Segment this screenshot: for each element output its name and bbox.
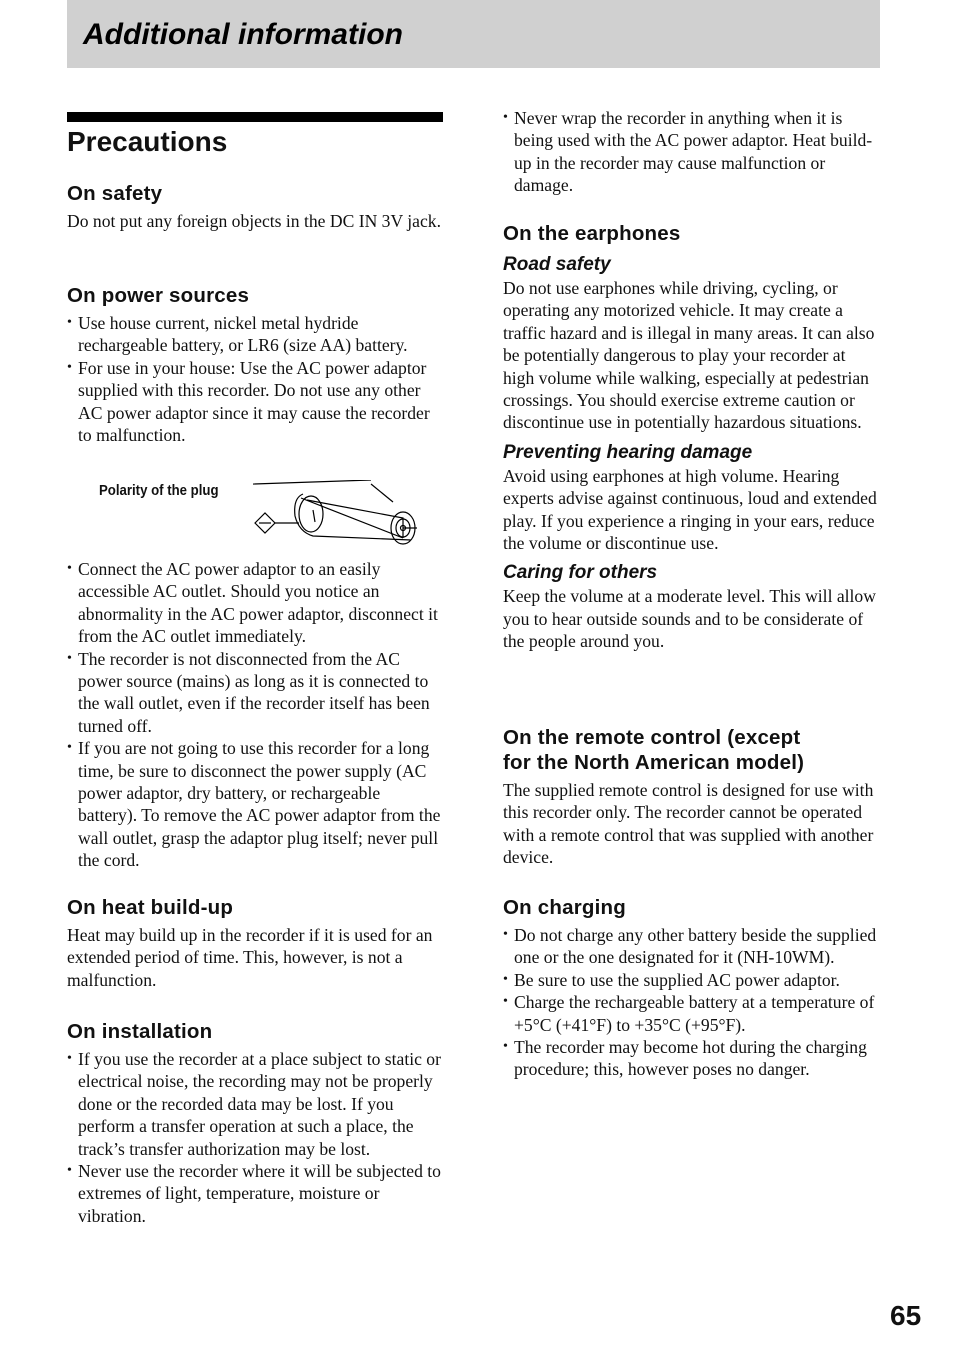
charging-list bbox=[503, 924, 881, 1081]
power-list-a bbox=[67, 312, 443, 446]
installation-section bbox=[67, 1019, 443, 1227]
heat-text: Heat may build up in the recorder if it is used for an extended period of time. This, however, is not a malfunction. bbox=[67, 925, 433, 990]
page-number: 65 bbox=[890, 1300, 922, 1331]
hearing-damage-heading: Preventing hearing damage bbox=[503, 441, 753, 463]
caring-others-text: Keep the volume at a moderate level. This will allow you to hear outside sounds and to be considerate of the people around you. bbox=[503, 586, 876, 652]
list-item: • The recorder may become hot during the charging procedure; this, however poses no danger. bbox=[503, 1036, 881, 1081]
earphones-section bbox=[503, 221, 881, 653]
list-item: • Never wrap the recorder in anything when it is being used with the AC power adaptor. Heat build-up in the recorder may cause malfunction or damage. bbox=[503, 107, 881, 197]
section-rule bbox=[67, 112, 443, 122]
remote-heading-line2: for the North American model) bbox=[503, 751, 805, 774]
list-item: • Use house current, nickel metal hydride rechargeable battery, or LR6 (size AA) battery. bbox=[67, 312, 443, 357]
heat-heading: On heat build-up bbox=[67, 896, 234, 919]
power-list-b bbox=[67, 558, 443, 872]
power-section-continued bbox=[67, 558, 443, 872]
safety-text: Do not put any foreign objects in the DC IN 3V jack. bbox=[67, 211, 441, 231]
list-item: • Be sure to use the supplied AC power adaptor. bbox=[503, 969, 881, 991]
remote-heading-line1: On the remote control (except bbox=[503, 726, 801, 749]
earphones-heading: On the earphones bbox=[503, 222, 681, 245]
charging-section bbox=[503, 895, 881, 1081]
power-section bbox=[67, 283, 443, 446]
charging-heading: On charging bbox=[503, 896, 626, 919]
list-item: • For use in your house: Use the AC power adaptor supplied with this recorder. Do not use any other AC power adaptor since it may cause the recorder to malfunction. bbox=[67, 357, 443, 447]
remote-heading bbox=[503, 725, 881, 775]
remote-text: The supplied remote control is designed for use with this recorder only. The recorder cannot be operated with a remote control that was supplied with another device. bbox=[503, 780, 874, 868]
list-item: • Charge the rechargeable battery at a temperature of +5°C (+41°F) to +35°C (+95°F). bbox=[503, 991, 881, 1036]
list-item: • Do not charge any other battery beside the supplied one or the one designated for it (NH-10WM). bbox=[503, 924, 881, 969]
list-item: • Never use the recorder where it will be subjected to extremes of light, temperature, moisture or vibration. bbox=[67, 1160, 443, 1227]
installation-list bbox=[67, 1048, 443, 1227]
polarity-figure-label: Polarity of the plug bbox=[99, 482, 219, 499]
safety-section bbox=[67, 181, 443, 232]
remote-section bbox=[503, 725, 881, 869]
list-item: • Connect the AC power adaptor to an easily accessible AC outlet. Should you notice an abnormality in the AC power adaptor, disconnect it from the AC outlet immediately. bbox=[67, 558, 443, 648]
list-item: • The recorder is not disconnected from the AC power source (mains) as long as it is connected to the wall outlet, even if the recorder itself has been turned off. bbox=[67, 648, 443, 738]
caring-others-heading: Caring for others bbox=[503, 562, 658, 584]
installation-heading: On installation bbox=[67, 1020, 213, 1043]
chapter-title: Additional information bbox=[83, 18, 403, 51]
section-title: Precautions bbox=[67, 126, 228, 157]
installation-continued bbox=[503, 107, 881, 197]
list-item: • If you use the recorder at a place subject to static or electrical noise, the recording may not be properly done or the recorded data may be lost. If you perform a transfer operation at such a place, the track’s transfer authorization may be lost. bbox=[67, 1048, 443, 1160]
installation-list-continued bbox=[503, 107, 881, 197]
chapter-header-band bbox=[67, 0, 880, 68]
safety-heading: On safety bbox=[67, 182, 163, 205]
power-heading: On power sources bbox=[67, 284, 250, 307]
road-safety-heading: Road safety bbox=[503, 254, 611, 275]
plug-polarity-icon bbox=[253, 480, 417, 554]
list-item: • If you are not going to use this recorder for a long time, be sure to disconnect the power supply (AC power adaptor, dry battery, or rechargeable battery). To remove the AC power adaptor from the wall outlet, grasp the adaptor plug itself; never pull the cord. bbox=[67, 737, 443, 871]
hearing-damage-text: Avoid using earphones at high volume. Hearing experts advise against continuous, loud and extended play. If you experience a ringing in your ears, reduce the volume or discontinue use. bbox=[503, 465, 877, 554]
heat-section bbox=[67, 895, 443, 991]
road-safety-text: Do not use earphones while driving, cycling, or operating any motorized vehicle. It may create a traffic hazard and is illegal in many areas. It can also be potentially dangerous to play your recorder at high volume while walking, especially at pedestrian crossings. You should exercise extreme caution or discontinue use in potentially hazardous situations. bbox=[503, 278, 875, 433]
